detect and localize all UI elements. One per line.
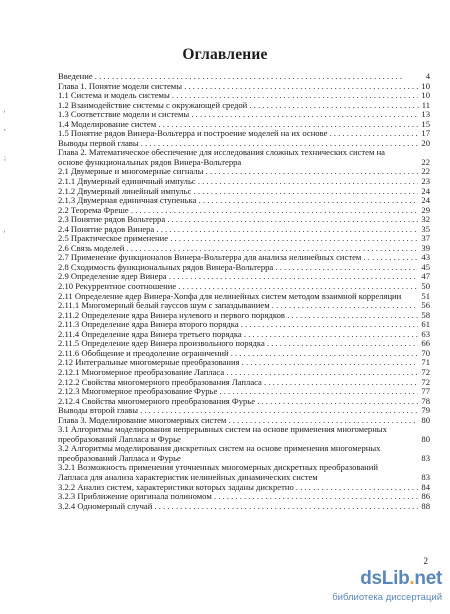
toc-entry-title: 2.6 Связь моделей . . . bbox=[58, 244, 430, 253]
toc-entry[interactable] bbox=[58, 187, 430, 197]
toc-entry-title: 2.11.4 Определение ядра Винера третьего порядка . . . bbox=[58, 330, 430, 339]
toc-entry[interactable] bbox=[58, 272, 430, 282]
toc-entry-page: 63 bbox=[418, 330, 430, 340]
toc-entry[interactable] bbox=[58, 148, 430, 167]
toc-entry-page: 61 bbox=[418, 320, 430, 330]
toc-entry[interactable] bbox=[58, 72, 430, 82]
toc-entry[interactable] bbox=[58, 244, 430, 254]
toc-entry-page: 58 bbox=[418, 311, 430, 321]
toc-entry-page: 77 bbox=[418, 387, 430, 397]
table-of-contents bbox=[58, 72, 430, 511]
toc-entry[interactable] bbox=[58, 206, 430, 216]
toc-entry-page: 10 bbox=[418, 82, 430, 92]
toc-entry-page: 23 bbox=[418, 177, 430, 187]
toc-title: Оглавление bbox=[182, 46, 268, 63]
toc-entry-page: 51 bbox=[418, 292, 430, 302]
toc-entry-page: 83 bbox=[418, 454, 430, 464]
toc-entry-title: Глава 3. Моделирование многомерных систем . . . bbox=[58, 416, 430, 425]
toc-entry-title: 2.7 Применение функционалов Винера-Вольтерра для анализа нелинейных систем . . . bbox=[58, 253, 430, 262]
toc-entry-title: 1.1 Система и модель системы . . . bbox=[58, 91, 430, 100]
toc-entry[interactable] bbox=[58, 101, 430, 111]
toc-entry-title: Глава 1. Понятие модели системы . . . bbox=[58, 82, 430, 91]
toc-entry[interactable] bbox=[58, 225, 430, 235]
toc-entry-title: 2.11.6 Обобщение и преодоление ограничений . . . bbox=[58, 349, 430, 358]
toc-entry[interactable] bbox=[58, 378, 430, 388]
toc-entry-page: 15 bbox=[418, 120, 430, 130]
toc-entry-title: 2.9 Определение ядер Винера . . . bbox=[58, 272, 430, 281]
toc-entry-page: 56 bbox=[418, 301, 430, 311]
toc-entry-title: 2.1.2 Двумерный линейный импульс . . . bbox=[58, 187, 430, 196]
margin-marks: ' , ; ' bbox=[4, 110, 6, 238]
toc-entry-page: 13 bbox=[418, 110, 430, 120]
toc-entry-page: 88 bbox=[418, 502, 430, 512]
toc-entry[interactable] bbox=[58, 215, 430, 225]
toc-entry[interactable] bbox=[58, 167, 430, 177]
toc-entry-page: 39 bbox=[418, 244, 430, 254]
toc-entry-title: Глава 2. Математическое обеспечение для исследования сложных технических систем на основе функциональных рядов Винера-Вольтерра bbox=[58, 147, 385, 167]
toc-entry-page: 24 bbox=[418, 196, 430, 206]
toc-entry-title: 2.4 Понятие рядов Винера . . . bbox=[58, 225, 430, 234]
toc-entry[interactable] bbox=[58, 196, 430, 206]
toc-entry-page: 4 bbox=[423, 72, 430, 82]
toc-entry-page: 72 bbox=[418, 378, 430, 388]
toc-entry-page: 35 bbox=[418, 225, 430, 235]
toc-entry-title: 2.11.1 Многомерный белый гауссов шум с запаздыванием . . . bbox=[58, 301, 430, 310]
page-number: 2 bbox=[423, 556, 428, 566]
toc-entry-title: 2.8 Сходимость функциональных рядов Винера-Вольтерра . . . bbox=[58, 263, 430, 272]
toc-entry[interactable] bbox=[58, 406, 430, 416]
toc-entry[interactable] bbox=[58, 292, 430, 302]
toc-entry-title: 3.2.3 Приближение оригинала полиномом . . . bbox=[58, 492, 430, 501]
toc-entry-page: 11 bbox=[419, 101, 430, 111]
toc-entry-title: 2.1 Двумерные и многомерные сигналы . . . bbox=[58, 167, 430, 176]
toc-entry-title: Выводы первой главы . . . bbox=[58, 139, 430, 148]
toc-entry-page: 80 bbox=[418, 435, 430, 445]
toc-entry-page: 24 bbox=[418, 187, 430, 197]
toc-entry-title: 2.5 Практическое применение . . . bbox=[58, 234, 430, 243]
toc-entry-title: 3.2.2 Анализ систем, характеристики которых заданы дискретно . . . bbox=[58, 483, 430, 492]
toc-entry-title: 1.5 Понятие рядов Винера-Вольтерра и построение моделей на их основе . . . bbox=[58, 129, 430, 138]
toc-entry-page: 43 bbox=[418, 253, 430, 263]
toc-entry-page: 78 bbox=[418, 397, 430, 407]
toc-entry-title: 1.2 Взаимодействие системы с окружающей средой . . . bbox=[58, 101, 430, 110]
toc-entry[interactable] bbox=[58, 177, 430, 187]
toc-entry-page: 32 bbox=[418, 215, 430, 225]
toc-entry[interactable] bbox=[58, 129, 430, 139]
watermark-brand: dsLib.net bbox=[360, 568, 442, 589]
toc-entry[interactable] bbox=[58, 301, 430, 311]
watermark-subtitle: библиотека диссертаций bbox=[332, 592, 442, 603]
toc-entry-title: 1.3 Соответствие модели и системы . . . bbox=[58, 110, 430, 119]
toc-entry-title: 3.2.4 Одномерный случай . . . bbox=[58, 502, 430, 511]
toc-entry-title: Введение . . . bbox=[58, 72, 402, 81]
toc-entry[interactable] bbox=[58, 263, 430, 273]
toc-entry-page: 20 bbox=[418, 139, 430, 149]
toc-entry[interactable] bbox=[58, 311, 430, 321]
toc-entry-page: 22 bbox=[418, 158, 430, 168]
toc-entry-title: 2.11.3 Определение ядра Винера второго порядка . . . bbox=[58, 320, 430, 329]
toc-entry[interactable] bbox=[58, 483, 430, 493]
toc-entry[interactable] bbox=[58, 368, 430, 378]
toc-entry-title: 3.2.1 Возможность применения уточненных многомерных дискретных преобразований Лапласа для анализа характеристик нелинейных динамических систем bbox=[58, 462, 378, 482]
toc-entry[interactable] bbox=[58, 492, 430, 502]
toc-entry-page: 79 bbox=[418, 406, 430, 416]
toc-entry-title: 2.11 Определение ядер Винера-Хопфа для нелинейных систем методом взаимной корреляции bbox=[58, 290, 402, 301]
toc-entry-page: 70 bbox=[418, 349, 430, 359]
toc-entry-title: 2.2 Теорема Фреше . . . bbox=[58, 206, 430, 215]
watermark-logo[interactable] bbox=[322, 568, 442, 608]
toc-entry[interactable] bbox=[58, 320, 430, 330]
toc-entry-page: 29 bbox=[418, 206, 430, 216]
toc-entry[interactable] bbox=[58, 463, 430, 482]
toc-entry-page: 22 bbox=[418, 167, 430, 177]
toc-entry-title: 1.4 Моделирование систем . . . bbox=[58, 120, 430, 129]
toc-entry[interactable] bbox=[58, 387, 430, 397]
toc-entry-page: 71 bbox=[418, 358, 430, 368]
toc-entry-page: 45 bbox=[418, 263, 430, 273]
toc-entry-page: 37 bbox=[418, 234, 430, 244]
toc-entry-title: 2.11.5 Определение ядер Винера произвольного порядка . . . bbox=[58, 339, 430, 348]
toc-entry-title: 2.12.4 Свойства многомерного преобразования Фурье . . . bbox=[58, 397, 430, 406]
toc-entry-page: 72 bbox=[418, 368, 430, 378]
toc-entry[interactable] bbox=[58, 253, 430, 263]
toc-entry-page: 47 bbox=[418, 272, 430, 282]
toc-entry[interactable] bbox=[58, 358, 430, 368]
toc-entry[interactable] bbox=[58, 349, 430, 359]
toc-entry-page: 86 bbox=[418, 492, 430, 502]
toc-entry-title: 2.12.2 Свойства многомерного преобразования Лапласа . . . bbox=[58, 378, 430, 387]
toc-entry[interactable] bbox=[58, 82, 430, 92]
toc-entry[interactable] bbox=[58, 120, 430, 130]
toc-entry[interactable] bbox=[58, 110, 430, 120]
toc-entry-page: 10 bbox=[418, 91, 430, 101]
toc-entry-title: 2.3 Понятие рядов Вольтерра . . . bbox=[58, 215, 430, 224]
toc-entry[interactable] bbox=[58, 339, 430, 349]
toc-entry-page: 80 bbox=[418, 416, 430, 426]
toc-entry-title: 2.1.1 Двумерный единичный импульс . . . bbox=[58, 177, 430, 186]
toc-entry-page: 66 bbox=[418, 339, 430, 349]
toc-entry-page: 50 bbox=[418, 282, 430, 292]
toc-entry-title: Выводы второй главы . . . bbox=[58, 406, 430, 415]
toc-entry-page: 84 bbox=[418, 483, 430, 493]
toc-entry[interactable] bbox=[58, 330, 430, 340]
toc-entry-title: 2.12.3 Многомерное преобразование Фурье . . . bbox=[58, 387, 430, 396]
toc-entry[interactable] bbox=[58, 502, 430, 512]
toc-entry-title: 3.1 Алгоритмы моделирования непрерывных систем на основе применения многомерных преобразований Лапласа и Фурье bbox=[58, 424, 387, 444]
toc-entry-title: 2.10 Рекуррентное соотношение . . . bbox=[58, 282, 430, 291]
toc-entry-title: 3.2 Алгоритмы моделирования дискретных систем на основе применения многомерных преобразований Лапласа и Фурье bbox=[58, 443, 381, 463]
toc-entry-title: 2.1.3 Двумерная единичная ступенька . . . bbox=[58, 196, 430, 205]
toc-entry[interactable] bbox=[58, 425, 430, 444]
toc-entry[interactable] bbox=[58, 234, 430, 244]
toc-entry-page: 83 bbox=[418, 473, 430, 483]
toc-entry-title: 2.12.1 Многомерное преобразование Лапласа . . . bbox=[58, 368, 430, 377]
toc-entry-page: 17 bbox=[418, 129, 430, 139]
toc-entry[interactable] bbox=[58, 397, 430, 407]
toc-entry-title: 2.12 Интегральные многомерные преобразования . . . bbox=[58, 358, 430, 367]
toc-entry-title: 2.11.2 Определение ядра Винера нулевого и первого порядков . . . bbox=[58, 311, 430, 320]
toc-entry[interactable] bbox=[58, 91, 430, 101]
toc-entry[interactable] bbox=[58, 444, 430, 463]
